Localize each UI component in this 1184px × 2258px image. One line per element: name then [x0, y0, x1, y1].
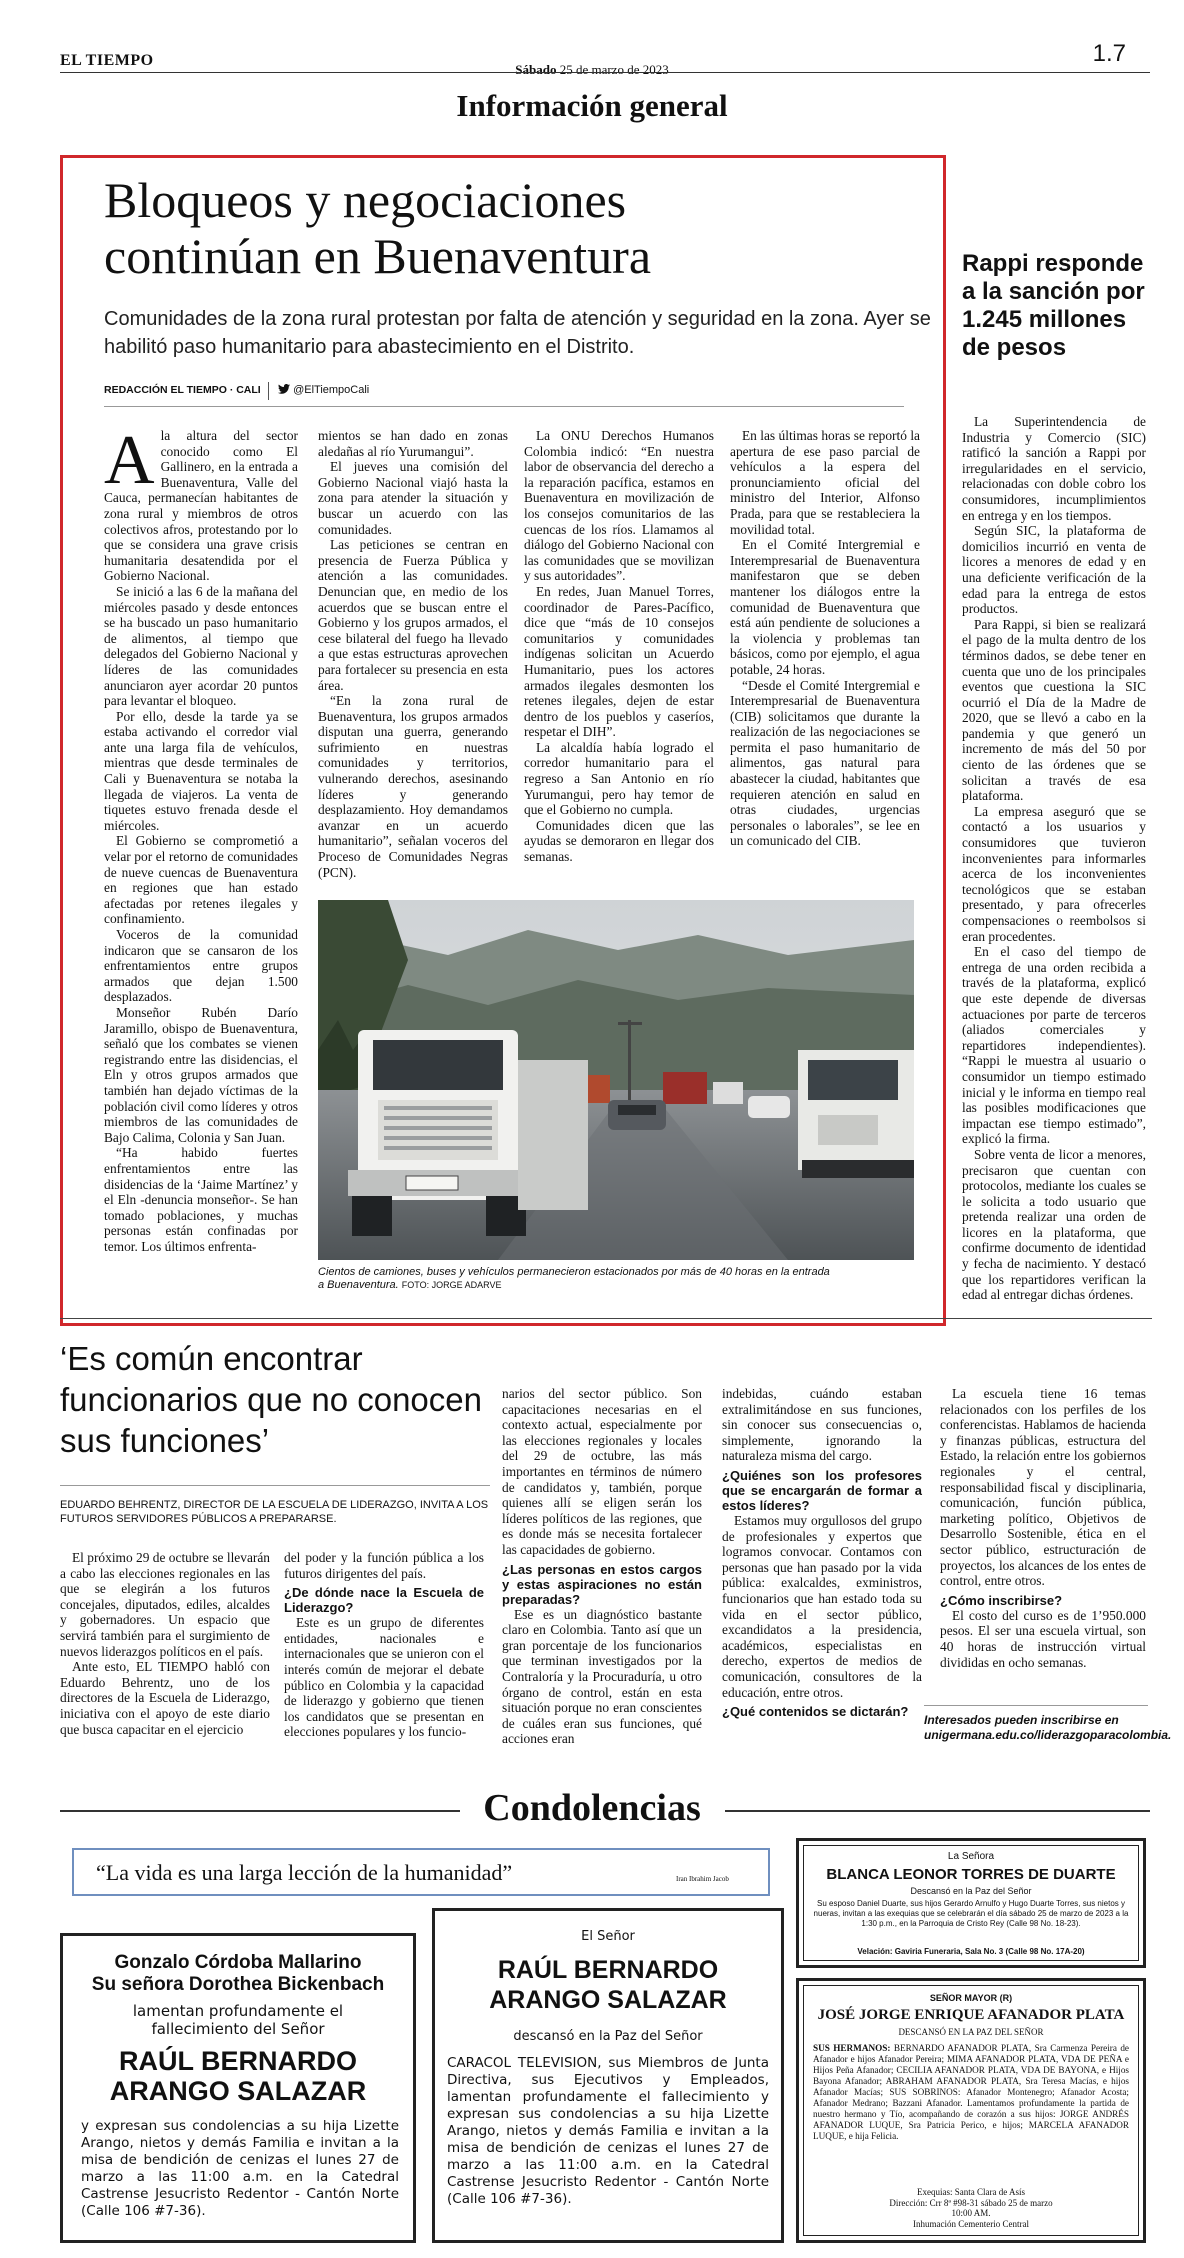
interview-column-2 [284, 1550, 484, 1740]
byline-separator [268, 382, 269, 400]
paragraph: mientos se han dado en zonas aledañas al río Yurumangui”. [318, 428, 508, 459]
photo-credit: FOTO: JORGE ADARVE [401, 1280, 502, 1290]
quote-text: “La vida es una larga lección de la humanidad” [96, 1860, 513, 1885]
obit-body: y expresan sus condolencias a su hija Lizette Arango, nietos y demás Familia e invitan a la misa de bendición de cenizas el lunes 27 de marzo a las 11:00 a.m. en la Catedral Castrense Jesucristo Redentor - Cantón Norte (Calle 106 #7-36). [81, 2118, 399, 2219]
paragraph: Las peticiones se centran en presencia de Fuerza Pública y atención a las comunidades. Denuncian que, en medio de los acuerdos que se buscan entre el Gobierno y los grupos armados, el cese bilateral del fuego ha llevado a que estas estructuras aprovechen para fortalecer su presencia en esta área. [318, 537, 508, 693]
obit-body: BERNARDO AFANADOR PLATA, Sra Carmenza Pereira de Afanador e hijos Afanador Pereira; MIMA AFANADOR PLATA, VDA DE PEÑA e Hijos Peña Afanador; CECILIA AFANADOR PLATA, VDA DE BAYONA, e Hijos Bayona Afanador; ABRAHAM AFANADOR PLATA, Sra Teresa Macías, e hijos Afanador Macías; SUS SOBRINOS: Afanador Montenegro; Afanador Acosta; Afanador Medrano; Bazzani Afanador. Lamentamos profundamente la partida de nuestro hermano y Tío, acompañando de corazón a sus hijos: JORGE ANDRÉS AFANADOR LUQUE, Sra Patricia Perico, e hijos; MARCELA AFANADOR LUQUE, e hija Felicia. [813, 2043, 1129, 2141]
paragraph: La alcaldía había logrado el corredor humanitario para el regreso a San Antonio en río Yurumangui, pero hay temor de que el Gobierno no cumpla. [524, 739, 714, 818]
paragraph: El jueves una comisión del Gobierno Nacional viajó hasta la zona para atender la situación y buscar un acuerdo con las comunidades. [318, 459, 508, 537]
section-rule [60, 1318, 1152, 1319]
obit-rest: descansó en la Paz del Señor [513, 2029, 703, 2044]
obit-kicker: El Señor [581, 1929, 635, 1944]
byline: REDACCIÓN EL TIEMPO · CALI [104, 384, 261, 396]
question-heading: ¿Las personas en estos cargos y estas aspiraciones no están preparadas? [502, 1561, 702, 1607]
obit-service-info [799, 2187, 1143, 2229]
obit-rest: Descansó en la Paz del Señor [910, 1886, 1032, 1896]
paragraph: “Desde el Comité Intergremial e Interempresarial de Buenaventura (CIB) solicitamos que durante la realización de las negociaciones se permita el paso humanitario de alimentos, gas natural para abastecer la ciudad, habitantes que requieren atención en salud en otras ciudades, urgencias personales o laborales”, se lee en un comunicado del CIB. [730, 677, 920, 849]
headline-line-2: continúan en Buenaventura [104, 228, 652, 284]
obit-hora: 10:00 AM. [951, 2208, 991, 2218]
obit-name: JOSÉ JORGE ENRIQUE AFANADOR PLATA [817, 2007, 1125, 2023]
trucks-photo-illustration [318, 900, 914, 1260]
paragraph: Comunidades dicen que las ayudas se demoraron en llegar dos semanas. [524, 817, 714, 865]
paragraph: El costo del curso es de 1’950.000 pesos. El ser una escuela virtual, son 40 horas de instrucción virtual divididas en ocho semanas. [940, 1607, 1146, 1670]
caption-text: Cientos de camiones, buses y vehículos permanecieron estacionados por más de 40 horas en la entrada a Buenaventura. [318, 1266, 830, 1291]
interview-column-1 [60, 1550, 270, 1737]
main-deck: Comunidades de la zona rural protestan por falta de atención y seguridad en la zona. Ayer se habilitó paso humanitario para abastecimiento en el Distrito. [104, 308, 931, 358]
obit-from [63, 1952, 413, 1996]
obit-velacion: Velación: Gaviria Funeraria, Sala No. 3 (Calle 98 No. 17A-20) [857, 1947, 1085, 1956]
url-rule [924, 1705, 1148, 1706]
twitter-handle[interactable] [278, 384, 369, 396]
lead-paragraph [104, 422, 298, 584]
obituary-afanador [796, 1978, 1146, 2243]
paragraph: En el caso del tiempo de entrega de una orden recibida a través de la plataforma, explicó que este depende de diversas actuaciones por parte de terceros (aliados comerciales y repartidores independientes). “Rappi le muestra al usuario o consumidor un tiempo estimado inicial y le informa en tiempo real las posibles modificaciones que impactan ese tiempo estimado”, explicó la firma. [962, 944, 1146, 1147]
obit-body-label: SUS HERMANOS: [813, 2043, 891, 2053]
interview-intro: EDUARDO BEHRENTZ, DIRECTOR DE LA ESCUELA DE LIDERAZGO, INVITA A LOS FUTUROS SERVIDORES PÚBLICOS A PREPARARSE. [60, 1499, 489, 1525]
condolencias-title: Condolencias [483, 1787, 701, 1829]
obituary-gonzalo [60, 1933, 416, 2243]
obit-name-2: ARANGO SALAZAR [489, 1986, 727, 2014]
paragraph: Según SIC, la plataforma de domicilios incurrió en venta de licores a menores de edad y en una deficiente verificación de la edad para la entrega de estos productos. [962, 523, 1146, 617]
paragraph: Para Rappi, si bien se realizará el pago de la multa dentro de los términos dados, se debe tener en cuenta que uno de los principales eventos que cuestiona la SIC ocurrió el Día de la Madre de 2020, que se llevó a cabo en la pandemia y que generó un incremento de más del 50 por ciento de las órdenes que se solicitan a través de esa plataforma. [962, 616, 1146, 804]
photo-caption [318, 1266, 838, 1292]
paragraph: El Gobierno se comprometió a velar por el retorno de comunidades de nueve cuencas de Buenaventura en regiones que han estado afectadas por retenes ilegales y confinamiento. [104, 833, 298, 927]
headline-line-1: Bloqueos y negociaciones [104, 172, 627, 228]
obit-name-1: RAÚL BERNARDO [118, 2046, 357, 2076]
paragraph: En redes, Juan Manuel Torres, coordinador de Pares-Pacífico, dice que “más de 10 consejos comunitarios y comunidades indígenas solicitan un Acuerdo Humanitario, pues los actores armados ilegales desmonten los retenes ilegales, dejen de estar dentro de los pueblos y caseríos, respetar el DIH”. [524, 583, 714, 740]
paragraph: En las últimas horas se reportó la apertura de ese paso parcial de vehículos a la espera del pronunciamiento oficial del ministro del Interior, Alfonso Prada, para que se restableciera la movilidad total. [730, 428, 920, 537]
main-headline [104, 172, 904, 284]
sidebar-body [962, 414, 1146, 1303]
paragraph: La ONU Derechos Humanos Colombia indicó: “En nuestra labor de observancia del derecho a la reparación pacífica, estamos en Buenaventura en movilización de los consejos comunitarios de las cuencas de los ríos. Llamamos al diálogo del Gobierno Nacional con las comunidades que se movilizan y sus autoridades”. [524, 428, 714, 584]
lead-text: la altura del sector conocido como El Gallinero, en la entrada a Buenaventura, Valle del Cauca, permanecían habitantes de zona rural y miembros de otros colectivos afros, protestando por lo que se considera una grave crisis humanitaria desatendida por el Gobierno Nacional. [104, 428, 298, 584]
obit-name [63, 2046, 413, 2106]
page-number: 1.7 [1092, 40, 1126, 67]
paragraph: Voceros de la comunidad indicaron que se cansaron de los enfrentamientos entre grupos armados que dejan 1.500 desplazados. [104, 927, 298, 1005]
obit-lament: lamentan profundamente el fallecimiento del Señor [132, 2002, 344, 2038]
obit-direccion: Dirección: Crr 8ª #98-31 sábado 25 de marzo [889, 2197, 1053, 2208]
paragraph: “Ha habido fuertes enfrentamientos entre las disidencias de la ‘Jaime Martínez’ y el Eln -denuncia monseñor-. Se han tomado poblaciones, y muchas personas están confinadas por temor. Los últimos enfrenta- [104, 1145, 298, 1254]
question-heading: ¿Qué contenidos se dictarán? [722, 1704, 909, 1720]
paragraph: La Superintendencia de Industria y Comercio (SIC) ratificó la sanción a Rappi por irregularidades en el servicio, relacionadas con doble cobro los consumidores, incumplimientos en entrega y en los tiempos. [962, 414, 1146, 523]
paragraph: narios del sector público. Son capacitaciones necesarias en el contexto actual, especialmente por las elecciones regionales y locales del 29 de octubre, las más importantes en términos de número de candidatos y, también, porque quienes allí se eligen serán los líderes políticos de las regiones, que es donde más se necesita fortalecer las capacidades de gobierno. [502, 1386, 702, 1557]
question-heading: ¿De dónde nace la Escuela de Liderazgo? [284, 1585, 484, 1616]
paragraph: “En la zona rural de Buenaventura, los grupos armados disputan una guerra, generando sufrimiento en nuestras comunidades y territorios, vulnerando derechos, asesinando líderes y generando desplazamiento. Hoy demandamos avanzar en un acuerdo humanitario”, señalan voceros del Proceso de Comunidades Negras (PCN). [318, 693, 508, 880]
obit-kicker: SEÑOR MAYOR (R) [929, 1993, 1013, 2003]
quote-author: Iran Ibrahim Jacob [676, 1875, 729, 1883]
obit-body-block [813, 2043, 1129, 2142]
obit-exequias: Exequias: Santa Clara de Asís [917, 2187, 1025, 2197]
date-day: Sábado [515, 62, 557, 77]
interview-column-5 [940, 1386, 1146, 1670]
drop-cap: A [104, 422, 155, 499]
news-photo-trucks [318, 900, 914, 1260]
twitter-bird-icon [278, 384, 290, 394]
question-heading: ¿Cómo inscribirse? [940, 1592, 1063, 1608]
obit-name: BLANCA LEONOR TORRES DE DUARTE [826, 1866, 1116, 1883]
sidebar-headline: Rappi responde a la sanción por 1.245 millones de pesos [962, 250, 1145, 361]
main-column-2 [318, 428, 508, 880]
date-rest: 25 de marzo de 2023 [559, 62, 669, 77]
byline-rule [104, 406, 904, 407]
main-column-3 [524, 428, 714, 865]
main-column-4 [730, 428, 920, 849]
interview-column-4 [722, 1386, 922, 1719]
paragraph: La empresa aseguró que se contactó a los usuarios y consumidores que tuvieron inconvenientes para informarles acerca de los inconvenientes tecnológicos que se estaban presentado, y para ofrecerles compensaciones o reembolsos si eran procedentes. [962, 803, 1146, 944]
obituary-blanca [796, 1838, 1146, 1968]
paragraph: Este es un grupo de diferentes entidades, nacionales e internacionales que se unieron con el interés común de mejorar el debate público en Colombia y la capacidad de liderazgo y gobierno que tienen los candidatos que se presentan en elecciones populares y los funcio- [284, 1615, 484, 1740]
interview-headline: ‘Es común encontrar funcionarios que no conocen sus funciones’ [60, 1340, 482, 1459]
obit-from-1: Gonzalo Córdoba Mallarino [114, 1952, 362, 1973]
paragraph: El próximo 29 de octubre se llevarán a cabo las elecciones regionales en las que se elegirán a los futuros concejales, diputados, ediles, alcaldes y gobernadores. Un espacio que servirá también para el surgimiento de nuevos liderazgos políticos en el país. [60, 1550, 270, 1659]
issue-date [0, 62, 1184, 78]
twitter-handle-text: @ElTiempoCali [293, 384, 370, 396]
obit-from-2: Su señora Dorothea Bickenbach [91, 1974, 385, 1995]
obituary-caracol [432, 1908, 784, 2243]
newspaper-logo: EL TIEMPO [60, 52, 154, 69]
obit-body: Su esposo Daniel Duarte, sus hijos Gerardo Arnulfo y Hugo Duarte Torres, sus nietos y nueras, invitan a las exequias que se celebrarán el día sábado 25 de marzo de 2023 a la 1:30 p.m., en la Parroquia de Cristo Rey (Calle 98 No. 18-23). [813, 1899, 1129, 1928]
paragraph: Ante esto, EL TIEMPO habló con Eduardo Behrentz, uno de los directores de la Escuela de Liderazgo, iniciativa con el apoyo de este diario que busca capacitar en el ejercicio [60, 1659, 270, 1737]
interview-rule [60, 1485, 490, 1486]
paragraph: La escuela tiene 16 temas relacionados con los perfiles de los conferencistas. Hablamos de hacienda y finanzas públicas, estructura del Estado, la relación entre los gobiernos regionales y el central, responsabilidad fiscal y disciplinaria, comunicación, función pública, marketing político, Objetivos de Desarrollo Sostenible, ética en el sector público, estructuración de proyectos, los alcances de los entes de control, entre otros. [940, 1386, 1146, 1589]
obit-name-1: RAÚL BERNARDO [497, 1956, 719, 1984]
question-heading: ¿Quiénes son los profesores que se encargarán de formar a estos líderes? [722, 1467, 922, 1513]
obit-kicker: La Señora [947, 1851, 995, 1862]
interview-column-3 [502, 1386, 702, 1747]
paragraph: Sobre venta de licor a menores, precisaron que cuentan con protocolos, mediante los cuales se le solicita a todo usuario que pretenda realizar una orden de licores en la plataforma, que confirme documento de identidad y fecha de nacimiento. Y destacó que los repartidores verifican la edad al entregar dichas órdenes. [962, 1146, 1146, 1303]
obit-name-2: ARANGO SALAZAR [109, 2076, 367, 2106]
main-column-1 [104, 422, 298, 1254]
paragraph: Se inició a las 6 de la mañana del miércoles pasado y desde entonces se ha buscado un paso humanitario de alimentos, al tiempo que delegados del Gobierno Nacional y líderes de las comunidades anunciaron ayer acordar 20 puntos para levantar el bloqueo. [104, 583, 298, 709]
paragraph: Estamos muy orgullosos del grupo de profesionales y expertos que logramos convocar. Contamos con personas que han pasado por la vida pública: exalcaldes, exministros, funcionarios que han estado toda su vida en el sector público, excandidatos a la presidencia, académicos, especialistas en derecho, expertos de medios de comunicación, consultores de la educación, entre otros. [722, 1512, 922, 1700]
paragraph: Por ello, desde la tarde ya se estaba activando el corredor vial ante una larga fila de vehículos, mientras que desde terminales de Cali y Buenaventura se notaba la llegada de viajeros. La venta de tiquetes estuvo frenada desde el miércoles. [104, 708, 298, 833]
paragraph: Monseñor Rubén Darío Jaramillo, obispo de Buenaventura, señaló que los combates se vienen registrando entre las disidencias, el Eln y otros grupos armados que también han dejado víctimas de la población civil como líderes y otros miembros de las comunidades de Bajo Calima, Colonia y San Juan. [104, 1004, 298, 1145]
section-title: Información general [456, 88, 728, 123]
obit-body: CARACOL TELEVISION, sus Miembros de Junta Directiva, sus Ejecutivos y Empleados, lamentan profundamente el fallecimiento y expresan sus condolencias a su hija Lizette Arango, nietos y demás Familia e invitan a la misa de bendición de cenizas el lunes 27 de marzo a las 11:00 a.m. en la Catedral Castrense Jesucristo Redentor - Cantón Norte (Calle 106 #7-36). [447, 2055, 769, 2207]
paragraph: Ese es un diagnóstico bastante claro en Colombia. Tanto así que un gran porcentaje de los funcionarios que terminan investigados por la Contraloría y la Procuraduría, u otro órgano de control, están en esta situación porque no eran conscientes de cuáles eran sus funciones, qué acciones eran [502, 1606, 702, 1747]
header-rule [60, 72, 1150, 73]
paragraph: En el Comité Intergremial e Interempresarial de Buenaventura manifestaron que se deben mantener los diálogos entre la comunidad de Buenaventura que está aún pendiente de soluciones a la violencia y problemas tan básicos, como por ejemplo, el agua potable, 24 horas. [730, 537, 920, 677]
signup-note: Interesados pueden inscribirse en unigermana.edu.co/liderazgoparacolombia. [924, 1713, 1172, 1742]
obit-rest: DESCANSÓ EN LA PAZ DEL SEÑOR [898, 2027, 1044, 2037]
obit-name [435, 1955, 781, 2015]
paragraph: del poder y la función pública a los futuros dirigentes del país. [284, 1550, 484, 1581]
obit-inhumacion: Inhumación Cementerio Central [913, 2218, 1029, 2229]
paragraph: indebidas, cuándo estaban extralimitándose en sus funciones, sin conocer sus consecuencias o, simplemente, ignorando la naturaleza misma del cargo. [722, 1386, 922, 1464]
